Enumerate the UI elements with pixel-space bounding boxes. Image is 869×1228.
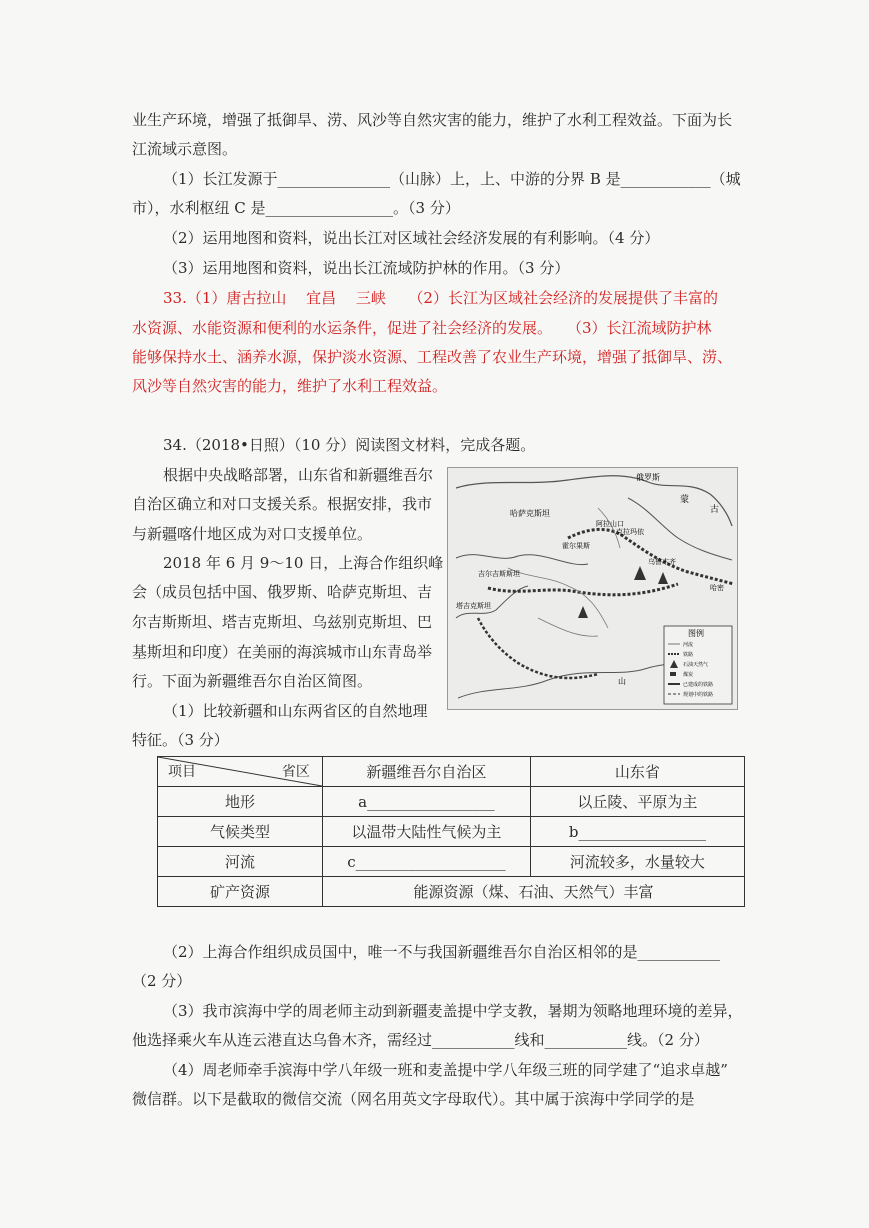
q34-para-line: 根据中央战略部署，山东省和新疆维吾尔 [163, 466, 434, 484]
map-label: 古 [710, 505, 720, 515]
q34-para-line: 尔吉斯斯坦、塔吉克斯坦、乌兹别克斯坦、巴 [132, 613, 433, 631]
map-legend-item: 石油天然气 [683, 662, 709, 668]
map-legend-item: 已建成的铁路 [683, 682, 714, 688]
table-row [158, 817, 745, 847]
map-mountain-mark [658, 572, 668, 584]
table-row-label: 河流 [158, 847, 323, 877]
map-river [508, 568, 608, 628]
table-header-row [158, 757, 745, 787]
table-cell: c____________________ [322, 847, 530, 877]
map-label: 霍尔果斯 [562, 542, 590, 550]
map-label: 蒙 [680, 495, 690, 505]
q34-sub1-line2: 特征。（3 分） [132, 731, 229, 749]
q34-para-line: 会（成员包括中国、俄罗斯、哈萨克斯坦、吉 [132, 583, 433, 601]
table-cell: a_________________ [322, 787, 530, 817]
map-label: 吉尔吉斯斯坦 [478, 570, 520, 578]
map-border [456, 555, 588, 565]
map-label: 乌鲁木齐 [648, 558, 676, 566]
table-corner-cell [158, 757, 323, 787]
map-legend-item: 煤炭 [683, 672, 694, 678]
q33-answer-line3: 能够保持水土、涵养水源，保护淡水资源、工程改善了农业生产环境，增强了抵御旱、涝、 [132, 348, 733, 366]
table-merged-cell: 能源资源（煤、石油、天然气）丰富 [322, 877, 744, 907]
q33-sub1-line2: 市），水利枢纽 C 是_________________。（3 分） [132, 199, 460, 217]
comparison-table [157, 756, 745, 907]
table-row-label: 矿产资源 [158, 877, 323, 907]
table-row [158, 847, 745, 877]
q33-answer-line2: 水资源、水能资源和便利的水运条件，促进了社会经济的发展。 （3）长江流域防护林 [132, 319, 712, 337]
q33-sub3: （3）运用地图和资料，说出长江流域防护林的作用。（3 分） [163, 259, 570, 277]
q34-sub2-line1: （2）上海合作组织成员国中，唯一不与我国新疆维吾尔自治区相邻的是___________ [163, 943, 721, 961]
q33-sub2: （2）运用地图和资料，说出长江对区域社会经济发展的有利影响。（4 分） [163, 229, 660, 247]
q34-para-line: 2018 年 6 月 9～10 日，上海合作组织峰 [163, 554, 444, 572]
map-label: 俄罗斯 [636, 473, 660, 482]
map-legend-swatch [670, 672, 676, 676]
map-mountain-mark [634, 566, 646, 580]
q34-para-line: 与新疆喀什地区成为对口支援单位。 [132, 525, 373, 543]
q34-para-line: 行。下面为新疆维吾尔自治区简图。 [132, 672, 373, 690]
map-label: 克拉玛依 [616, 528, 644, 536]
corner-label-province: 省区 [281, 764, 310, 780]
q34-sub4-line1: （4）周老师牵手滨海中学八年级一班和麦盖提中学八年级三班的同学建了“追求卓越” [163, 1061, 728, 1079]
map-railway [568, 529, 734, 584]
table-cell: 河流较多，水量较大 [530, 847, 744, 877]
q33-intro-line2: 江流域示意图。 [132, 140, 238, 158]
q33-intro-line1: 业生产环境，增强了抵御旱、涝、风沙等自然灾害的能力，维护了水利工程效益。下面为长 [132, 111, 733, 129]
q34-para-line: 基斯坦和印度）在美丽的海滨城市山东青岛举 [132, 643, 433, 661]
map-legend-title: 图例 [688, 629, 704, 638]
map-railway [488, 584, 678, 595]
q34-sub1-line1: （1）比较新疆和山东两省区的自然地理 [163, 702, 428, 720]
q34-sub4-line2: 微信群。以下是截取的微信交流（网名用英文字母取代）。其中属于滨海中学同学的是 [132, 1090, 695, 1108]
map-legend-item: 河流 [683, 642, 694, 648]
table-col-header: 山东省 [530, 757, 744, 787]
q33-sub1-line1: （1）长江发源于_______________（山脉）上，上、中游的分界 B 是____________（城 [163, 170, 741, 188]
q33-answer-line4: 风沙等自然灾害的能力，维护了水利工程效益。 [132, 377, 448, 395]
table-cell: b_________________ [530, 817, 744, 847]
map-north-border [456, 476, 732, 526]
corner-label-item: 项目 [168, 764, 196, 780]
table-row-label: 气候类型 [158, 817, 323, 847]
map-label: 阿拉山口 [596, 520, 624, 528]
map-label: 哈萨克斯坦 [510, 509, 550, 518]
q34-header: 34.（2018•日照）（10 分）阅读图文材料，完成各题。 [163, 436, 536, 454]
map-legend-item: 铁路 [683, 652, 694, 658]
map-label: 哈密 [710, 584, 724, 592]
table-row-label: 地形 [158, 787, 323, 817]
map-river [538, 618, 598, 636]
map-legend-item: 规划中的铁路 [683, 692, 714, 698]
q34-para-line: 自治区确立和对口支援关系。根据安排，我市 [132, 495, 433, 513]
table-row [158, 877, 745, 907]
table-row [158, 787, 745, 817]
map-railway [478, 618, 598, 678]
table-cell: 以丘陵、平原为主 [530, 787, 744, 817]
table-col-header: 新疆维吾尔自治区 [322, 757, 530, 787]
map-mountain-mark [578, 606, 588, 618]
xinjiang-map [447, 467, 738, 710]
map-label: 山 [618, 677, 626, 686]
q34-sub3-line1: （3）我市滨海中学的周老师主动到新疆麦盖提中学支教，暑期为领略地理环境的差异， [163, 1002, 743, 1020]
map-label: 塔吉克斯坦 [456, 602, 491, 610]
table-cell: 以温带大陆性气候为主 [322, 817, 530, 847]
q34-sub2-line2: （2 分） [132, 972, 192, 990]
q33-answer-line1: 33.（1）唐古拉山 宜昌 三峡 （2）长江为区域社会经济的发展提供了丰富的 [163, 289, 718, 307]
q34-sub3-line2: 他选择乘火车从连云港直达乌鲁木齐，需经过___________线和___________线。（2 分） [132, 1031, 709, 1049]
xinjiang-map-drawing [448, 468, 737, 709]
